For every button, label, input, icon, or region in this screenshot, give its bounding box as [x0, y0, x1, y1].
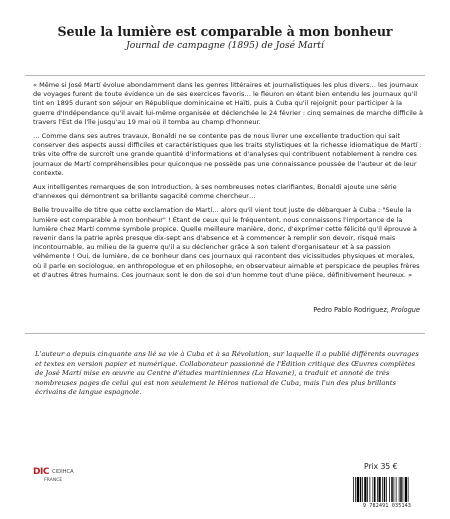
- top-divider: [25, 75, 425, 76]
- price-label: Prix 35 €: [364, 462, 398, 471]
- barcode-bar: [367, 477, 368, 502]
- publisher-country: FRANCE: [44, 478, 63, 483]
- publisher-name: CIDIHCA: [51, 469, 74, 475]
- about-author: L'auteur a depuis cinquante ans lié sa vie à Cuba et à sa Révolution, sur laquelle il a publié différents ouvrages et textes en version papier et numérique. Collaborateur passionné de l'Édition critique des Œuvres complètes de José Martí mise en œuvre au Centre d'études martiniennes (La Havane), a traduit et annoté de très nombreuses pages de celui qui est non seulement le Héros national de Cuba, mais l'un des plus brillants écrivains de langue espagnole.: [35, 350, 419, 397]
- barcode-bar: [355, 477, 356, 502]
- signature-author: Pedro Pablo Rodriguez,: [313, 306, 389, 314]
- barcode-bar: [396, 477, 397, 502]
- publisher-logo-icon: DIC: [33, 467, 49, 477]
- barcode-bar: [386, 477, 387, 502]
- barcode: [349, 476, 425, 512]
- barcode-bar: [374, 477, 376, 502]
- isbn-number: 9 782491 035143: [362, 503, 412, 509]
- barcode-bar: [370, 477, 371, 502]
- preface-paragraph-2: … Comme dans ses autres travaux, Bonaldi ne se contente pas de nous livrer une excellente traduction qui sait conserver des aspects aussi difficiles et caractéristiques que les traits stylistiques et la richesse idiomatique de Martí : très vite offre de surcroît une grande quantité d'informations et d'analyses qui contribuent notablement à rendre ces journaux de Martí compréhensibles pour quiconque ne possède pas une connaissance poussée de l'auteur et de leur contexte.: [33, 132, 422, 177]
- barcode-icon: [349, 476, 425, 503]
- barcode-bar: [360, 477, 362, 502]
- barcode-bar: [377, 477, 378, 502]
- barcode-bar: [400, 477, 402, 502]
- barcode-bar: [389, 477, 390, 502]
- barcode-bar: [362, 477, 363, 502]
- book-subtitle: Journal de campagne (1895) de José Martí: [126, 40, 324, 51]
- publisher-logo: [33, 467, 93, 483]
- barcode-bar: [394, 477, 395, 502]
- signature-work: Prologue: [390, 306, 420, 314]
- barcode-bar: [379, 477, 381, 502]
- barcode-bar: [405, 477, 407, 502]
- preface-paragraph-3: Aux intelligentes remarques de son Introduction, à ses nombreuses notes clarifiantes, Bonaldi ajoute une série d'annexes qui démontrent sa brillante sagacité comme chercheur…: [33, 183, 397, 201]
- barcode-bar: [384, 477, 386, 502]
- barcode-bar: [408, 477, 409, 502]
- barcode-bar: [403, 477, 404, 502]
- barcode-bar: [382, 477, 383, 502]
- preface-paragraph-4: Belle trouvaille de titre que cette exclamation de Martí… alors qu'il vient tout juste de débarquer à Cuba : "Seule la lumière est comparable à mon bonheur" ! Étant de ceux qui le fréquentent, nous connaissons l'importance de la lumière chez Martí comme symbole propice. Quelle meilleure manière, donc, d'exprimer cette félicité qu'il éprouve à revenir dans la patrie après presque dix-sept ans d'absence et à commencer à remplir son devoir, risqué mais incontournable, au milieu de la guerre qu'il a su déclencher grâce à son talent d'organisateur et à sa passion véhémente ! Oui, de lumière, de ce bonheur dans ces journaux qui racontent des vicissitudes physiques et morales, où il parle en sociologue, en anthropologue et en philosophe, en observateur aimable et perspicace de peuples frères et d'autres êtres humains. Ces journaux sont le don de soi d'un homme tout d'une pièce, définitivement heureux. »: [33, 206, 420, 279]
- barcode-bar: [399, 477, 400, 502]
- barcode-bar: [357, 477, 359, 502]
- middle-divider: [25, 333, 425, 334]
- barcode-bar: [364, 477, 366, 502]
- barcode-bar: [353, 477, 354, 502]
- barcode-bar: [391, 477, 393, 502]
- preface-signature: [313, 306, 420, 314]
- barcode-bar: [373, 477, 374, 502]
- book-title: Seule la lumière est comparable à mon bonheur: [57, 24, 393, 39]
- preface-text: [33, 81, 423, 285]
- preface-paragraph-1: « Même si José Martí évolue abondamment dans les genres littéraires et journalistiques les plus divers… les journaux de voyages furent de toute évidence un de ses exercices favoris… le fleuron en étant bien entendu les journaux qu'il tint en 1895 durant son séjour en République dominicaine et Haïti, puis à Cuba qu'il rejoignit pour participer à la guerre d'Indépendance qu'il avait lui-même organisée et déclenchée le 24 février : cinq semaines de marche difficile à travers l'Est de l'île jusqu'au 19 mai où il tomba au champ d'honneur.: [33, 81, 423, 126]
